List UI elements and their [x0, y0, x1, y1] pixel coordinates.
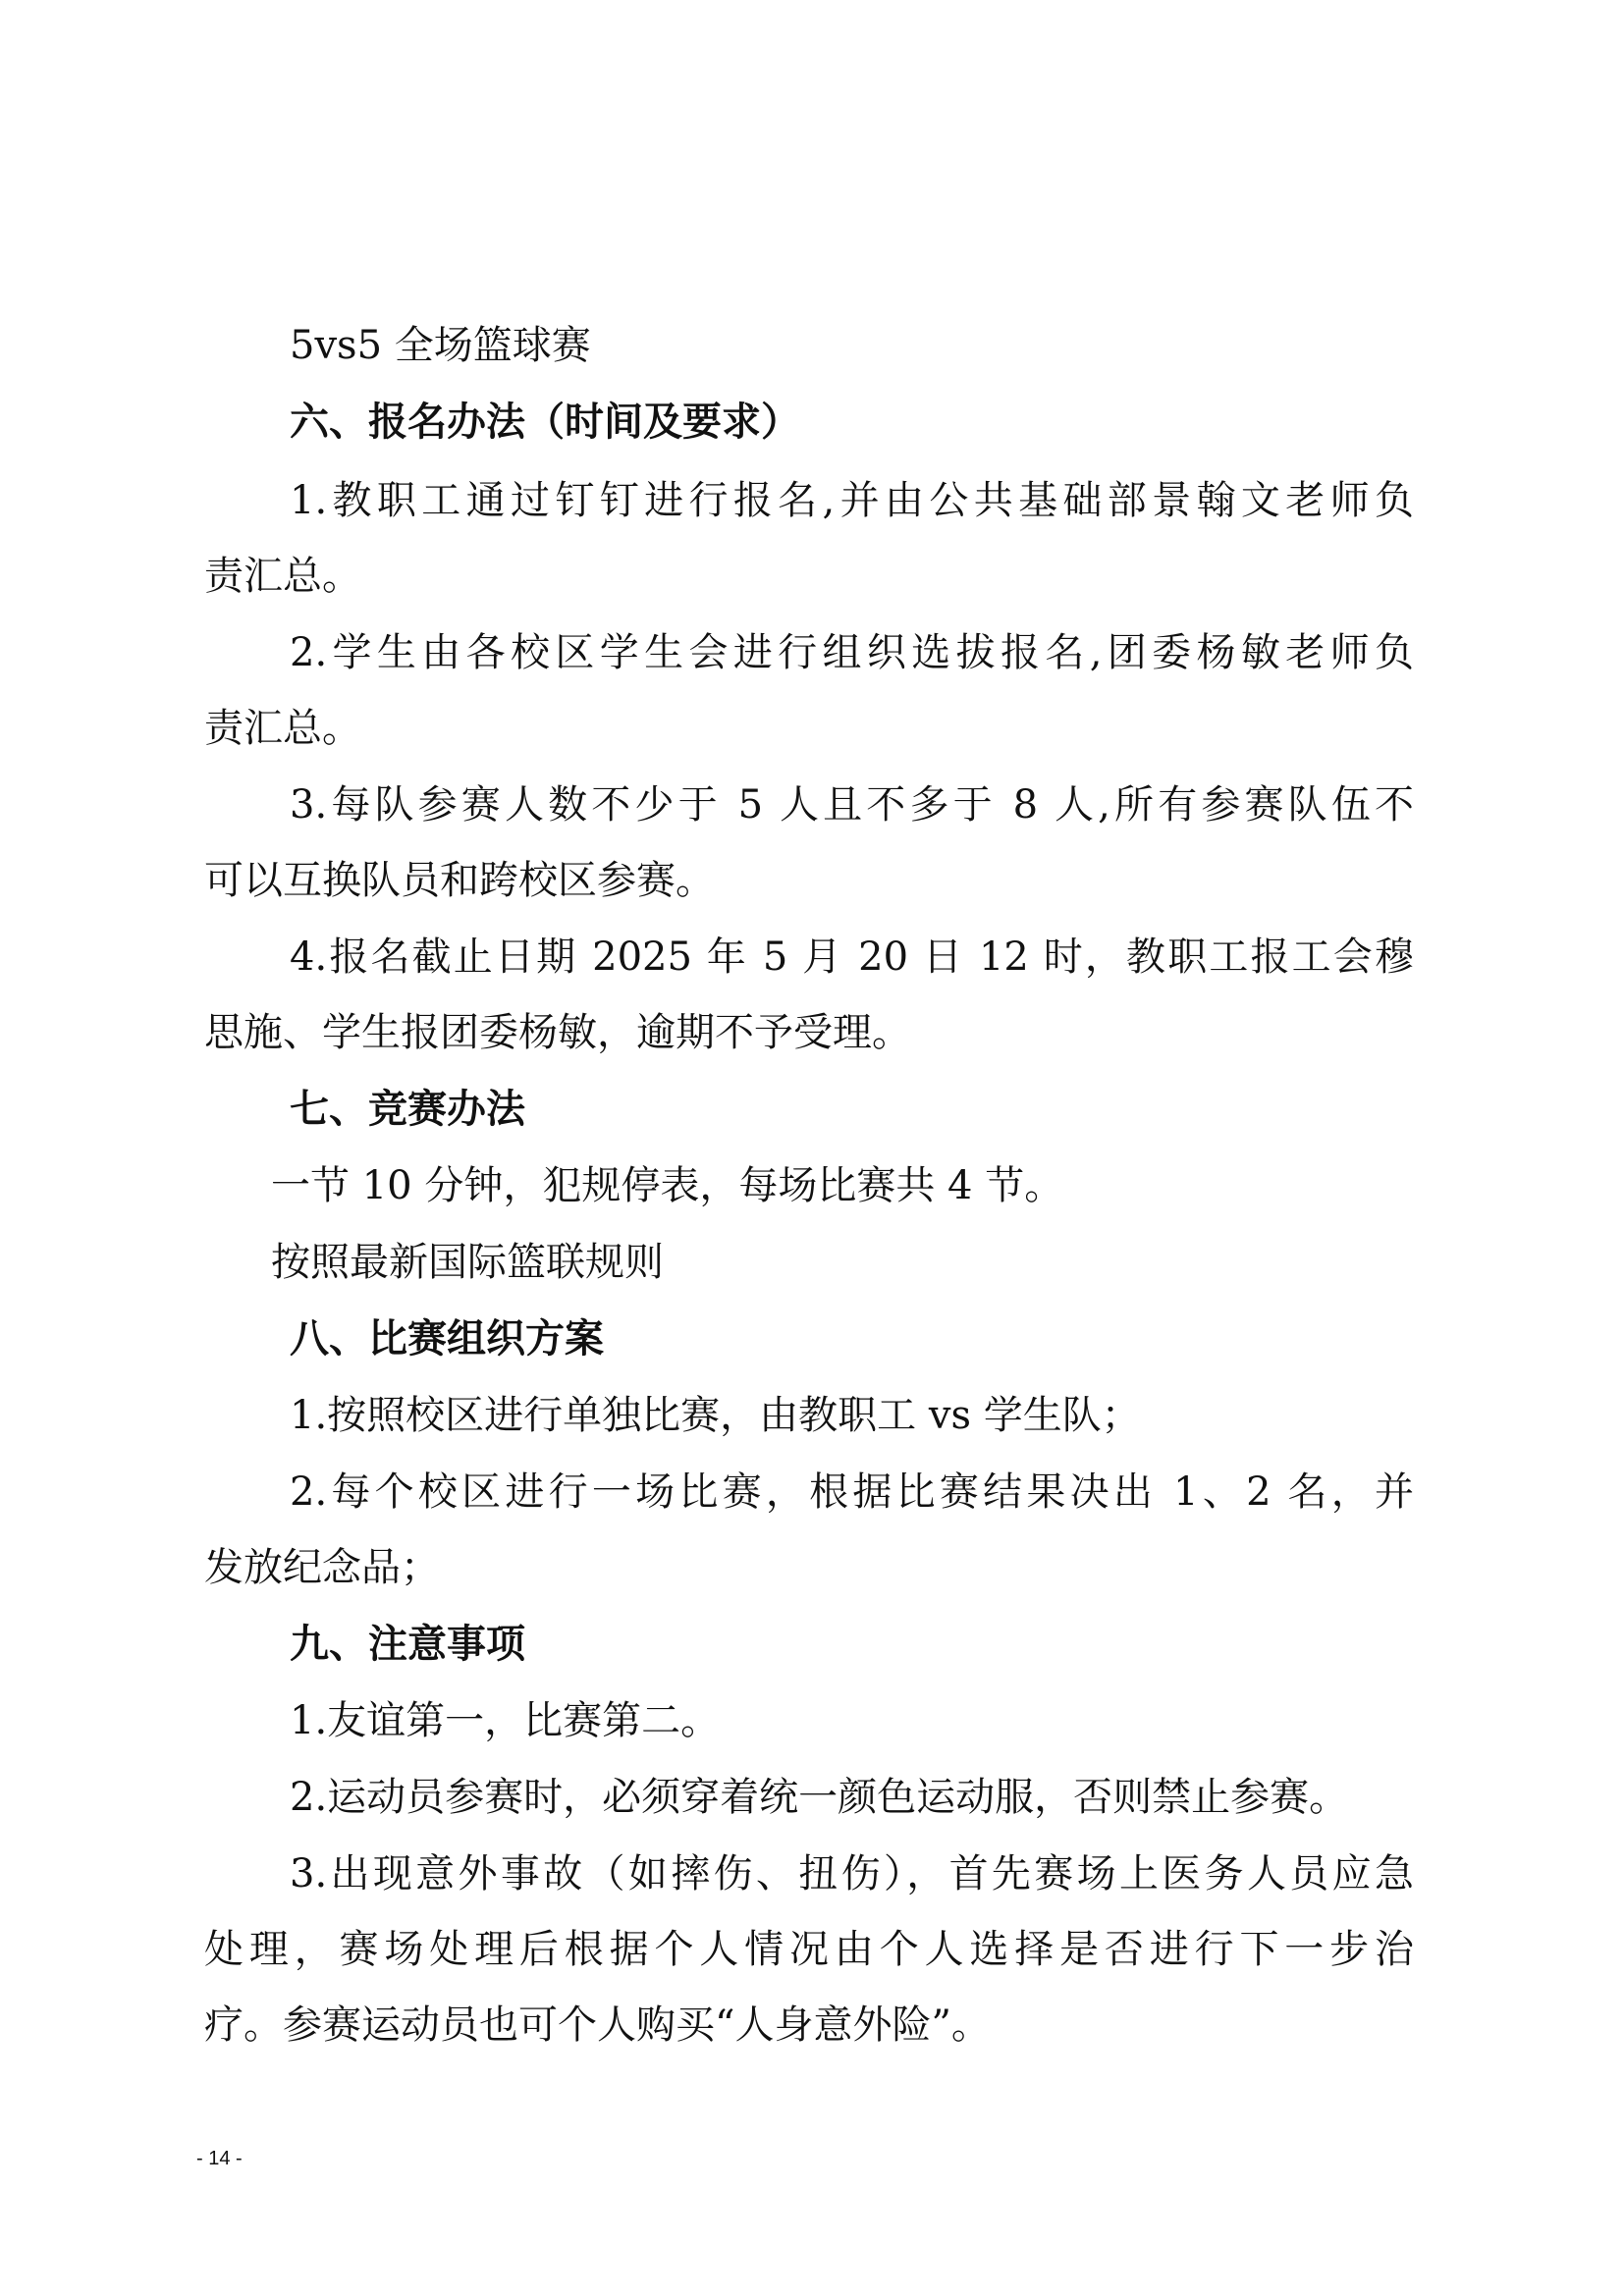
registration-item-2-line-2: 责汇总。 — [204, 706, 361, 751]
organization-item-1: 1.按照校区进行单独比赛，由教职工 vs 学生队； — [290, 1393, 1141, 1438]
page-number: - 14 - — [196, 2148, 243, 2169]
competition-heading: 七、竞赛办法 — [290, 1087, 525, 1132]
event-type-text: 5vs5 全场篮球赛 — [290, 323, 591, 368]
competition-line-1: 一节 10 分钟，犯规停表，每场比赛共 4 节。 — [271, 1163, 1064, 1208]
notes-heading: 九、注意事项 — [290, 1622, 525, 1667]
notes-item-3-line-2: 处理，赛场处理后根据个人情况由个人选择是否进行下一步治 — [204, 1927, 1414, 1972]
registration-item-4-line-1: 4.报名截止日期 2025 年 5 月 20 日 12 时，教职工报工会穆 — [290, 934, 1414, 980]
notes-item-3-line-3: 疗。参赛运动员也可个人购买“人身意外险”。 — [204, 2002, 991, 2048]
registration-item-1-line-1: 1.教职工通过钉钉进行报名,并由公共基础部景翰文老师负 — [290, 478, 1414, 523]
registration-item-2-line-1: 2.学生由各校区学生会进行组织选拔报名,团委杨敏老师负 — [290, 630, 1414, 675]
competition-line-2: 按照最新国际篮联规则 — [271, 1240, 664, 1285]
notes-item-3-line-1: 3.出现意外事故（如摔伤、扭伤），首先赛场上医务人员应急 — [290, 1851, 1414, 1896]
organization-heading: 八、比赛组织方案 — [290, 1316, 604, 1362]
registration-heading: 六、报名办法（时间及要求） — [290, 400, 800, 445]
registration-item-1-line-2: 责汇总。 — [204, 554, 361, 599]
registration-item-4-line-2: 思施、学生报团委杨敏，逾期不予受理。 — [204, 1010, 911, 1055]
registration-item-3-line-2: 可以互换队员和跨校区参赛。 — [204, 858, 715, 903]
organization-item-2-line-2: 发放纪念品； — [204, 1545, 440, 1590]
organization-item-2-line-1: 2.每个校区进行一场比赛，根据比赛结果决出 1、2 名，并 — [290, 1469, 1414, 1515]
registration-item-3-line-1: 3.每队参赛人数不少于 5 人且不多于 8 人,所有参赛队伍不 — [290, 782, 1414, 828]
notes-item-2: 2.运动员参赛时，必须穿着统一颜色运动服，否则禁止参赛。 — [290, 1775, 1349, 1820]
notes-item-1: 1.友谊第一，比赛第二。 — [290, 1698, 721, 1743]
